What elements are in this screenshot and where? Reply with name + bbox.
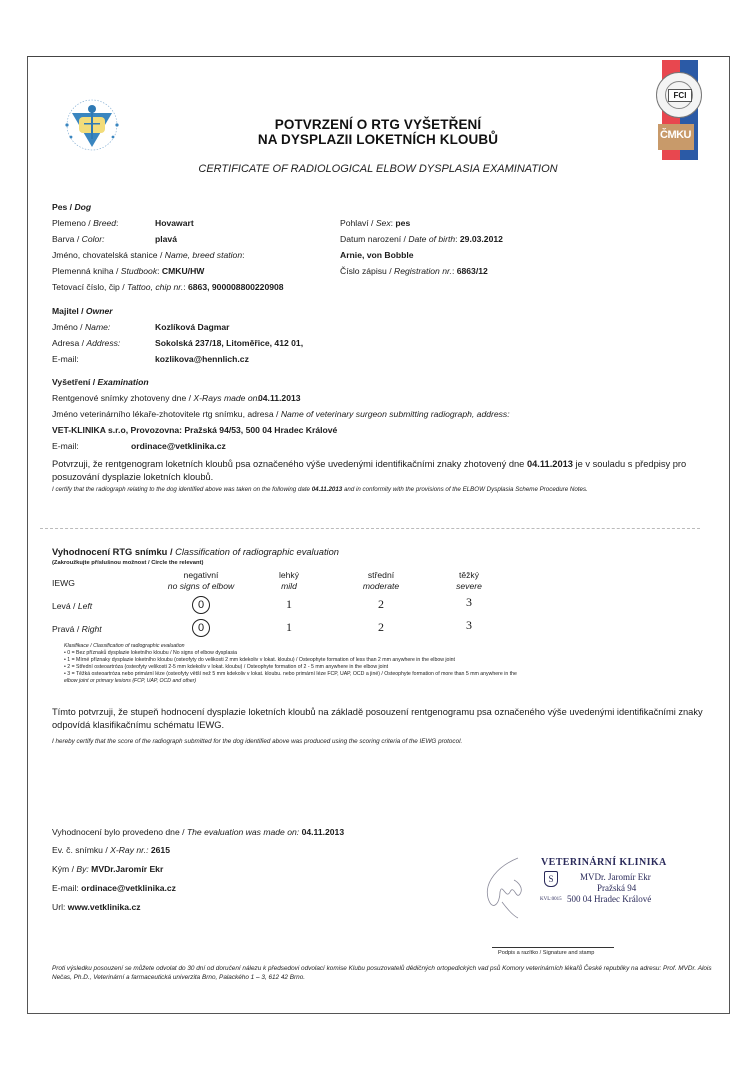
- stamp-street: Pražská 94: [597, 883, 637, 893]
- xray-date-value: 04.11.2013: [258, 393, 301, 403]
- sex-value: pes: [395, 218, 411, 228]
- dog-name-value: Arnie, von Bobble: [340, 250, 414, 260]
- registration-value: 6863/12: [456, 266, 488, 276]
- fci-emblem: [656, 72, 702, 118]
- owner-name-label: Jméno / Name:: [52, 322, 111, 332]
- stamp-kvl: KVL:0015: [540, 897, 562, 902]
- col-negative: negativní no signs of elbow: [167, 570, 235, 591]
- row-left-label: Levá / Left: [52, 601, 93, 611]
- cmku-label: ČMKU: [660, 129, 691, 141]
- title-line2: NA DYSPLAZII LOKETNÍCH KLOUBŮ: [257, 132, 499, 147]
- stamp-emblem-icon: S: [544, 871, 558, 887]
- breed-label: Plemeno / Breed:: [52, 218, 119, 228]
- xray-date-label: Rentgenové snímky zhotoveny dne / X-Rays made on:: [52, 393, 260, 403]
- owner-address-label: Adresa / Address:: [52, 338, 121, 348]
- dob-label: Datum narození / Date of birth: 29.03.2012: [340, 234, 503, 244]
- confirmation-text-en: I certify that the radiograph relating to the dog identified above was taken on the following date 04.11.2013 and in conformity with the provisions of the ELBOW Dysplasia Scheme Procedure Notes.: [52, 486, 588, 493]
- legend-item-3: • 3 = Těžká osteoartróza nebo primární léze (osteofyty větší než 5 mm kdekoliv v lokat. kloubu. nebo primární léze FCP, UAP, OCD a jiné) / Osteophyte formation of more than 5 mm anywhere in the: [64, 671, 517, 677]
- stamp-clinic-name: VETERINÁRNÍ KLINIKA: [541, 857, 667, 868]
- studbook-value: CMKU/HW: [161, 266, 205, 276]
- evaluation-date: Vyhodnocení bylo provedeno dne / The evaluation was made on: 04.11.2013: [52, 827, 345, 837]
- legend-item-2: • 2 = Střední osteoartróza (osteofyty velikosti 2-5 mm kdekoliv v lokat. kloubu) / Osteophyte formation of 2 - 5 mm anywhere in the elbow joint: [64, 664, 389, 670]
- col-mild: lehký mild: [278, 570, 300, 591]
- owner-email-label: E-mail:: [52, 354, 79, 364]
- evaluated-by: Kým / By: MVDr.Jaromír Ekr: [52, 864, 164, 874]
- studbook-label: Plemenná kniha / Studbook: CMKU/HW: [52, 266, 205, 276]
- title-line1: POTVRZENÍ O RTG VYŠETŘENÍ: [274, 117, 482, 132]
- section-divider: [40, 528, 700, 529]
- left-grade-3[interactable]: 3: [466, 595, 472, 609]
- owner-heading: Majitel / Owner: [52, 306, 113, 316]
- certify-text-en: I hereby certify that the score of the radiograph submitted for the dog identified above was produced using the scoring criteria of the IEWG protocol.: [52, 738, 463, 745]
- signature-line: [492, 947, 614, 948]
- col-moderate: střední moderate: [362, 570, 400, 591]
- signature: [478, 852, 538, 922]
- stamp-doctor: MVDr. Jaromír Ekr: [580, 872, 651, 882]
- examination-heading: Vyšetření / Examination: [52, 377, 149, 387]
- col-severe: těžký severe: [456, 570, 482, 591]
- color-label: Barva / Color:: [52, 234, 105, 244]
- right-grade-3[interactable]: 3: [466, 618, 472, 632]
- appeal-notice: Proti výsledku posouzení se můžete odvolat do 30 dní od doručení nálezu k předsedovi odvolací komise Klubu posuzovatelů dědičných ortopedických vad psů Komory veterinárních lékařů České republiky na adresu: Prof. MVDr. Alois Nečas, Ph.D., Veterinární a farmaceutická univerzita Brno, Palackého 1 – 3, 612 42 Brno.: [52, 965, 712, 981]
- owner-name-value: Kozlíková Dagmar: [155, 322, 230, 332]
- dob-value: 29.03.2012: [459, 234, 503, 244]
- dog-heading: Pes / Dog: [52, 202, 92, 212]
- color-value: plavá: [155, 234, 177, 244]
- exam-email-value: ordinace@vetklinika.cz: [131, 441, 226, 451]
- footer-url-value[interactable]: www.vetklinika.cz: [67, 902, 141, 912]
- name-label: Jméno, chovatelská stanice / Name, breed station:: [52, 250, 245, 260]
- stamp-city: 500 04 Hradec Králové: [567, 894, 652, 904]
- exam-email-label: E-mail:: [52, 441, 79, 451]
- tattoo-label: Tetovací číslo, čip / Tattoo, chip nr.: 6863, 900008800220908: [52, 282, 284, 292]
- footer-email: E-mail: ordinace@vetklinika.cz: [52, 883, 176, 893]
- right-grade-2[interactable]: 2: [378, 620, 384, 634]
- surgeon-label: Jméno veterinárního lékaře-zhotovitele rtg snímku, adresa / Name of veterinary surgeon submitting radiograph, address:: [52, 409, 510, 419]
- sex-label: Pohlaví / Sex: pes: [340, 218, 411, 228]
- legend-item-1: • 1 = Mírné příznaky dysplazie loketního kloubu (osteofyty do velikosti 2 mm kdekoliv v lokat. kloubu) / Osteophyte formation of less than 2 mm anywhere in the elbow joint: [64, 657, 455, 663]
- iewg-row-header: IEWG: [52, 578, 75, 588]
- xray-number-value: 2615: [150, 845, 170, 855]
- left-grade-2[interactable]: 2: [378, 597, 384, 611]
- xray-number: Ev. č. snímku / X-Ray nr.: 2615: [52, 845, 170, 855]
- signature-caption: Podpis a razítko / Signature and stamp: [498, 950, 595, 956]
- right-grade-1[interactable]: 1: [286, 620, 292, 634]
- legend-item-4: elbow joint or primary lesions (FCP, UAP, OCD and other): [64, 678, 197, 684]
- confirmation-text-cz: Potvrzuji, že rentgenogram loketních kloubů psa označeného výše uvedenými identifikačními znaky zhotovený dne 04.11.2013 je v souladu s předpisy pro posuzování dysplazie loketních kloubů.: [52, 459, 687, 482]
- tattoo-value: 6863, 900008800220908: [188, 282, 284, 292]
- legend-item-0: • 0 = Bez příznaků dysplazie loketního kloubu / No signs of elbow dysplasia: [64, 650, 237, 656]
- certify-text-cz: Tímto potvrzuji, že stupeň hodnocení dysplazie loketních kloubů na základě posouzení rentgenogramu psa označeného výše uvedenými identifikačními znaky odpovídá klasifikačnímu schématu IEWG.: [52, 707, 703, 730]
- evaluation-date-value: 04.11.2013: [301, 827, 345, 837]
- left-grade-1[interactable]: 1: [286, 597, 292, 611]
- evaluated-by-value: MVDr.Jaromír Ekr: [91, 864, 164, 874]
- left-grade-0-selected[interactable]: 0: [192, 596, 210, 614]
- breed-value: Hovawart: [155, 218, 194, 228]
- footer-email-value[interactable]: ordinace@vetklinika.cz: [81, 883, 176, 893]
- fci-label: FCI: [668, 89, 692, 102]
- registration-label: Číslo zápisu / Registration nr.: 6863/12: [340, 266, 488, 276]
- row-right-label: Pravá / Right: [52, 624, 102, 634]
- right-grade-0-selected[interactable]: 0: [192, 619, 210, 637]
- legend-title: Klasifikace / Classification of radiographic evaluation: [64, 643, 185, 649]
- owner-address-value: Sokolská 237/18, Litoměřice, 412 01,: [155, 338, 304, 348]
- subtitle: CERTIFICATE OF RADIOLOGICAL ELBOW DYSPLASIA EXAMINATION: [198, 163, 558, 175]
- owner-email-value: kozlikova@hennlich.cz: [155, 354, 249, 364]
- signature-scribble-icon: [478, 852, 538, 922]
- footer-url: Url: www.vetklinika.cz: [52, 902, 141, 912]
- evaluation-instruction: (Zakroužkujte příslušnou možnost / Circle the relevant): [52, 560, 204, 566]
- surgeon-value: VET-KLINIKA s.r.o, Provozovna: Pražská 94/53, 500 04 Hradec Králové: [52, 425, 338, 435]
- evaluation-heading: Vyhodnocení RTG snímku / Classification of radiographic evaluation: [52, 547, 339, 557]
